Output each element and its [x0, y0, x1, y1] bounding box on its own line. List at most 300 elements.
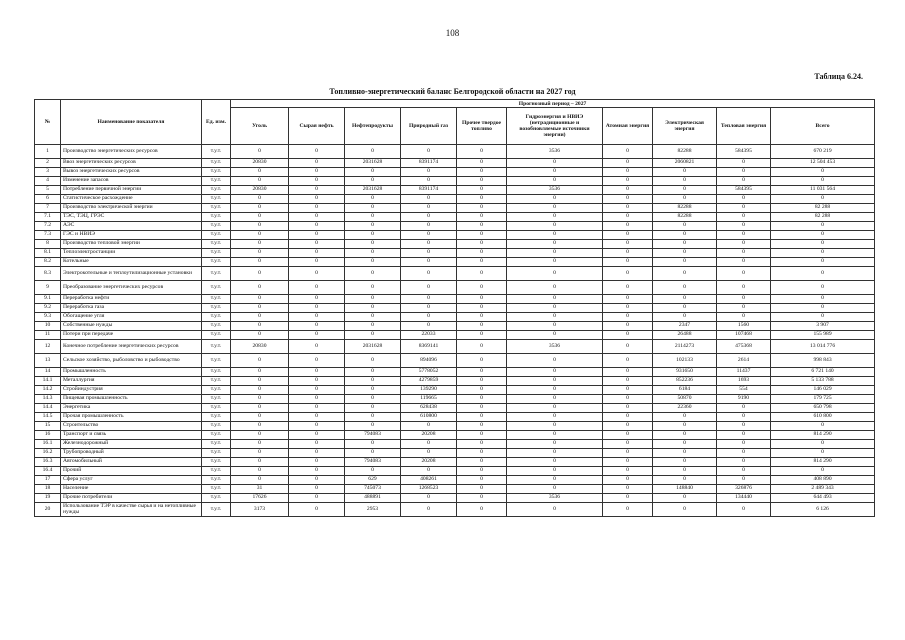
row-value: 0 — [771, 231, 875, 240]
row-value: 26488 — [653, 331, 717, 340]
header-col-electricity: Электрическая энергия — [653, 108, 717, 145]
row-value: 610800 — [401, 413, 457, 422]
row-value: 0 — [289, 467, 345, 476]
row-unit: т.у.т. — [202, 281, 231, 295]
table-row — [35, 168, 875, 177]
row-name: Прочая промышленность — [61, 413, 202, 422]
row-value: 3 907 — [771, 322, 875, 331]
row-value: 0 — [345, 240, 401, 249]
table-row — [35, 494, 875, 503]
table-row — [35, 186, 875, 195]
row-value: 0 — [717, 195, 771, 204]
row-name: Котельные — [61, 258, 202, 267]
row-name: Стройиндустрия — [61, 386, 202, 395]
row-unit: т.у.т. — [202, 440, 231, 449]
table-row — [35, 258, 875, 267]
row-value: 0 — [771, 258, 875, 267]
row-number: 16.2 — [35, 449, 61, 458]
row-value: 629 — [345, 476, 401, 485]
row-value: 2 489 343 — [771, 485, 875, 494]
row-value: 0 — [717, 168, 771, 177]
table-header — [35, 100, 875, 145]
row-value: 628438 — [401, 404, 457, 413]
row-value: 0 — [603, 313, 653, 322]
row-value: 0 — [603, 222, 653, 231]
row-number: 8.2 — [35, 258, 61, 267]
row-value: 0 — [603, 377, 653, 386]
row-value: 0 — [771, 467, 875, 476]
row-value: 3536 — [507, 186, 603, 195]
row-value: 0 — [717, 231, 771, 240]
row-unit: т.у.т. — [202, 168, 231, 177]
row-number: 2 — [35, 159, 61, 168]
row-value: 0 — [457, 168, 507, 177]
row-value: 0 — [717, 422, 771, 431]
row-value: 794083 — [345, 431, 401, 440]
row-value: 0 — [231, 295, 289, 304]
row-unit: т.у.т. — [202, 195, 231, 204]
row-value: 0 — [231, 354, 289, 368]
row-value: 3536 — [507, 145, 603, 159]
row-value: 0 — [289, 503, 345, 517]
row-value: 0 — [603, 354, 653, 368]
row-unit: т.у.т. — [202, 186, 231, 195]
row-value: 119665 — [401, 395, 457, 404]
row-name: Переработка нефти — [61, 295, 202, 304]
row-value: 0 — [603, 258, 653, 267]
row-value: 0 — [345, 449, 401, 458]
row-name: Прочий — [61, 467, 202, 476]
row-value: 31 — [231, 485, 289, 494]
row-value: 0 — [457, 422, 507, 431]
row-value: 488891 — [345, 494, 401, 503]
row-value: 0 — [653, 186, 717, 195]
row-value: 0 — [457, 377, 507, 386]
row-unit: т.у.т. — [202, 258, 231, 267]
row-value: 0 — [771, 281, 875, 295]
row-name: Обогащение угля — [61, 313, 202, 322]
row-value: 8391174 — [401, 159, 457, 168]
row-value: 0 — [653, 503, 717, 517]
row-number: 9.2 — [35, 304, 61, 313]
row-value: 0 — [717, 467, 771, 476]
table-row — [35, 295, 875, 304]
row-value: 0 — [289, 458, 345, 467]
row-value: 0 — [507, 295, 603, 304]
row-value: 134440 — [717, 494, 771, 503]
table-row — [35, 431, 875, 440]
row-value: 0 — [231, 222, 289, 231]
row-value: 0 — [401, 168, 457, 177]
row-value: 0 — [603, 304, 653, 313]
row-value: 0 — [401, 467, 457, 476]
row-value: 0 — [653, 258, 717, 267]
row-value: 0 — [507, 267, 603, 281]
row-value: 0 — [289, 431, 345, 440]
row-value: 2060821 — [653, 159, 717, 168]
row-value: 0 — [289, 186, 345, 195]
row-value: 0 — [289, 204, 345, 213]
row-value: 0 — [457, 313, 507, 322]
row-value: 0 — [289, 331, 345, 340]
row-value: 0 — [231, 168, 289, 177]
row-number: 8 — [35, 240, 61, 249]
row-unit: т.у.т. — [202, 231, 231, 240]
row-value: 20830 — [231, 186, 289, 195]
table-row — [35, 231, 875, 240]
row-value: 0 — [603, 322, 653, 331]
row-value: 12 504 453 — [771, 159, 875, 168]
row-value: 0 — [457, 331, 507, 340]
row-value: 0 — [603, 240, 653, 249]
row-value: 0 — [457, 281, 507, 295]
row-value: 22033 — [401, 331, 457, 340]
row-name: Потребление первичной энергии — [61, 186, 202, 195]
row-value: 0 — [345, 422, 401, 431]
table-row — [35, 476, 875, 485]
row-value: 0 — [717, 177, 771, 186]
table-row — [35, 354, 875, 368]
row-value: 0 — [653, 413, 717, 422]
row-value: 0 — [457, 395, 507, 404]
row-value: 0 — [653, 494, 717, 503]
table-row — [35, 467, 875, 476]
row-value: 0 — [289, 159, 345, 168]
row-value: 0 — [653, 431, 717, 440]
table-id: Таблица 6.24. — [814, 72, 863, 81]
row-unit: т.у.т. — [202, 267, 231, 281]
row-value: 0 — [345, 213, 401, 222]
row-value: 0 — [289, 145, 345, 159]
row-value: 0 — [345, 313, 401, 322]
row-unit: т.у.т. — [202, 340, 231, 354]
row-value: 0 — [507, 331, 603, 340]
row-value: 0 — [345, 331, 401, 340]
row-unit: т.у.т. — [202, 431, 231, 440]
row-value: 0 — [507, 322, 603, 331]
row-value: 0 — [401, 177, 457, 186]
row-value: 0 — [401, 449, 457, 458]
row-value: 6 721 140 — [771, 368, 875, 377]
row-name: Сфера услуг — [61, 476, 202, 485]
row-value: 11437 — [717, 368, 771, 377]
row-value: 0 — [603, 168, 653, 177]
table-row — [35, 377, 875, 386]
row-value: 148840 — [653, 485, 717, 494]
row-value: 670 219 — [771, 145, 875, 159]
row-value: 1268523 — [401, 485, 457, 494]
row-name: ТЭС, ТЭЦ, ГРЭС — [61, 213, 202, 222]
row-value: 0 — [289, 494, 345, 503]
table-row — [35, 322, 875, 331]
row-value: 0 — [345, 168, 401, 177]
row-name: ГЭС и НВИЭ — [61, 231, 202, 240]
row-value: 0 — [507, 222, 603, 231]
row-value: 0 — [289, 222, 345, 231]
row-value: 0 — [653, 295, 717, 304]
table-row — [35, 485, 875, 494]
header-unit: Ед. изм. — [202, 100, 231, 145]
row-value: 0 — [717, 404, 771, 413]
row-value: 0 — [603, 231, 653, 240]
row-value: 107468 — [717, 331, 771, 340]
row-value: 5778052 — [401, 368, 457, 377]
row-unit: т.у.т. — [202, 395, 231, 404]
row-value: 0 — [401, 213, 457, 222]
row-value: 0 — [603, 295, 653, 304]
table-row — [35, 404, 875, 413]
header-col-nuclear: Атомная энергия — [603, 108, 653, 145]
table-row — [35, 503, 875, 517]
row-number: 5 — [35, 186, 61, 195]
row-value: 0 — [507, 281, 603, 295]
row-name: АЭС — [61, 222, 202, 231]
row-number: 3 — [35, 168, 61, 177]
row-number: 16.3 — [35, 458, 61, 467]
row-value: 0 — [717, 431, 771, 440]
row-unit: т.у.т. — [202, 304, 231, 313]
row-value: 0 — [507, 204, 603, 213]
row-value: 0 — [289, 476, 345, 485]
row-value: 13 014 776 — [771, 340, 875, 354]
row-value: 0 — [231, 213, 289, 222]
row-value: 0 — [457, 145, 507, 159]
table-row — [35, 195, 875, 204]
table-row — [35, 313, 875, 322]
row-value: 0 — [603, 413, 653, 422]
row-unit: т.у.т. — [202, 354, 231, 368]
row-name: Транспорт и связь — [61, 431, 202, 440]
row-value: 0 — [457, 295, 507, 304]
row-value: 0 — [231, 458, 289, 467]
row-value: 0 — [507, 304, 603, 313]
row-value: 0 — [507, 476, 603, 485]
row-value: 0 — [231, 422, 289, 431]
row-value: 0 — [345, 177, 401, 186]
row-unit: т.у.т. — [202, 476, 231, 485]
row-value: 0 — [289, 231, 345, 240]
row-value: 0 — [507, 395, 603, 404]
row-value: 0 — [345, 281, 401, 295]
header-col-other-solid-fuel: Прочее твердое топливо — [457, 108, 507, 145]
table-row — [35, 159, 875, 168]
row-value: 20830 — [231, 340, 289, 354]
row-value: 0 — [507, 213, 603, 222]
row-value: 0 — [771, 240, 875, 249]
row-value: 179 725 — [771, 395, 875, 404]
row-value: 0 — [457, 467, 507, 476]
table-row — [35, 177, 875, 186]
row-value: 0 — [231, 404, 289, 413]
row-value: 0 — [603, 431, 653, 440]
row-value: 0 — [717, 281, 771, 295]
row-value: 0 — [603, 159, 653, 168]
row-value: 0 — [457, 204, 507, 213]
row-value: 2031628 — [345, 340, 401, 354]
row-number: 11 — [35, 331, 61, 340]
row-value: 0 — [507, 240, 603, 249]
row-value: 0 — [457, 159, 507, 168]
row-value: 0 — [457, 431, 507, 440]
row-number: 16.4 — [35, 467, 61, 476]
row-unit: т.у.т. — [202, 295, 231, 304]
row-name: Железнодорожный — [61, 440, 202, 449]
row-value: 0 — [653, 168, 717, 177]
row-value: 0 — [603, 395, 653, 404]
table-row — [35, 331, 875, 340]
row-value: 0 — [603, 422, 653, 431]
row-value: 0 — [603, 386, 653, 395]
row-value: 0 — [457, 267, 507, 281]
row-value: 0 — [507, 249, 603, 258]
table-body — [35, 145, 875, 517]
row-value: 82 288 — [771, 213, 875, 222]
row-value: 0 — [345, 413, 401, 422]
row-name: Ввоз энергетических ресурсов — [61, 159, 202, 168]
row-value: 0 — [717, 258, 771, 267]
row-value: 0 — [345, 145, 401, 159]
row-name: Металлургия — [61, 377, 202, 386]
row-value: 0 — [457, 485, 507, 494]
row-value: 0 — [653, 422, 717, 431]
row-value: 0 — [457, 368, 507, 377]
row-value: 0 — [507, 422, 603, 431]
row-value: 610 800 — [771, 413, 875, 422]
row-value: 2114273 — [653, 340, 717, 354]
row-name: Автомобильный — [61, 458, 202, 467]
row-value: 0 — [289, 213, 345, 222]
header-col-crude-oil: Сырая нефть — [289, 108, 345, 145]
row-value: 0 — [289, 377, 345, 386]
header-num: № — [35, 100, 61, 145]
row-value: 0 — [507, 458, 603, 467]
row-value: 82288 — [653, 204, 717, 213]
row-name: Производство энергетических ресурсов — [61, 145, 202, 159]
row-value: 852236 — [653, 377, 717, 386]
row-value: 0 — [507, 195, 603, 204]
row-value: 17626 — [231, 494, 289, 503]
row-value: 0 — [457, 240, 507, 249]
row-value: 0 — [771, 440, 875, 449]
row-value: 745073 — [345, 485, 401, 494]
row-value: 2614 — [717, 354, 771, 368]
row-value: 0 — [653, 476, 717, 485]
row-number: 14.2 — [35, 386, 61, 395]
table-row — [35, 213, 875, 222]
document-title: Топливно-энергетический баланс Белгородской области на 2027 год — [329, 87, 576, 96]
table-row — [35, 395, 875, 404]
row-value: 814 290 — [771, 458, 875, 467]
row-value: 11 031 564 — [771, 186, 875, 195]
row-value: 0 — [345, 304, 401, 313]
header-period: Прогнозный период – 2027 — [231, 100, 875, 108]
row-value: 1693 — [717, 377, 771, 386]
row-value: 475368 — [717, 340, 771, 354]
row-number: 6 — [35, 195, 61, 204]
row-value: 998 843 — [771, 354, 875, 368]
row-value: 0 — [653, 467, 717, 476]
row-value: 0 — [345, 231, 401, 240]
row-value: 0 — [457, 222, 507, 231]
row-value: 0 — [653, 195, 717, 204]
row-unit: т.у.т. — [202, 313, 231, 322]
row-value: 0 — [345, 440, 401, 449]
row-value: 0 — [401, 322, 457, 331]
row-unit: т.у.т. — [202, 159, 231, 168]
row-value: 0 — [401, 503, 457, 517]
row-number: 12 — [35, 340, 61, 354]
row-number: 8.1 — [35, 249, 61, 258]
row-value: 0 — [603, 485, 653, 494]
row-value: 0 — [401, 240, 457, 249]
row-value: 814 290 — [771, 431, 875, 440]
row-value: 326876 — [717, 485, 771, 494]
row-value: 0 — [289, 404, 345, 413]
row-value: 20208 — [401, 431, 457, 440]
row-value: 0 — [231, 377, 289, 386]
row-value: 0 — [457, 213, 507, 222]
row-value: 0 — [401, 304, 457, 313]
row-value: 1560 — [717, 322, 771, 331]
row-number: 9.1 — [35, 295, 61, 304]
row-value: 0 — [345, 258, 401, 267]
row-value: 0 — [771, 449, 875, 458]
row-value: 0 — [717, 449, 771, 458]
row-name: Статистическое расхождение — [61, 195, 202, 204]
row-value: 0 — [457, 177, 507, 186]
row-value: 584395 — [717, 186, 771, 195]
row-number: 16.1 — [35, 440, 61, 449]
row-unit: т.у.т. — [202, 249, 231, 258]
row-value: 0 — [507, 386, 603, 395]
row-name: Пищевая промышленность — [61, 395, 202, 404]
row-value: 82288 — [653, 213, 717, 222]
row-value: 0 — [603, 281, 653, 295]
row-value: 0 — [231, 386, 289, 395]
row-value: 0 — [771, 222, 875, 231]
table-row — [35, 440, 875, 449]
row-value: 2031628 — [345, 186, 401, 195]
row-value: 0 — [653, 222, 717, 231]
row-value: 0 — [603, 476, 653, 485]
row-value: 0 — [289, 440, 345, 449]
table-row — [35, 422, 875, 431]
row-value: 0 — [717, 458, 771, 467]
row-value: 0 — [603, 267, 653, 281]
row-value: 0 — [345, 267, 401, 281]
row-unit: т.у.т. — [202, 368, 231, 377]
row-number: 14.1 — [35, 377, 61, 386]
header-col-oil-products: Нефтепродукты — [345, 108, 401, 145]
row-value: 794083 — [345, 458, 401, 467]
row-value: 0 — [289, 295, 345, 304]
row-number: 9.3 — [35, 313, 61, 322]
row-name: Собственные нужды — [61, 322, 202, 331]
row-value: 0 — [457, 494, 507, 503]
row-value: 0 — [289, 449, 345, 458]
row-value: 0 — [457, 258, 507, 267]
row-value: 0 — [289, 340, 345, 354]
row-value: 0 — [289, 485, 345, 494]
row-value: 0 — [289, 195, 345, 204]
row-unit: т.у.т. — [202, 449, 231, 458]
row-value: 0 — [653, 249, 717, 258]
row-value: 0 — [345, 395, 401, 404]
row-value: 0 — [603, 458, 653, 467]
row-value: 0 — [653, 267, 717, 281]
header-col-total: Всего — [771, 108, 875, 145]
row-name: Энергетика — [61, 404, 202, 413]
